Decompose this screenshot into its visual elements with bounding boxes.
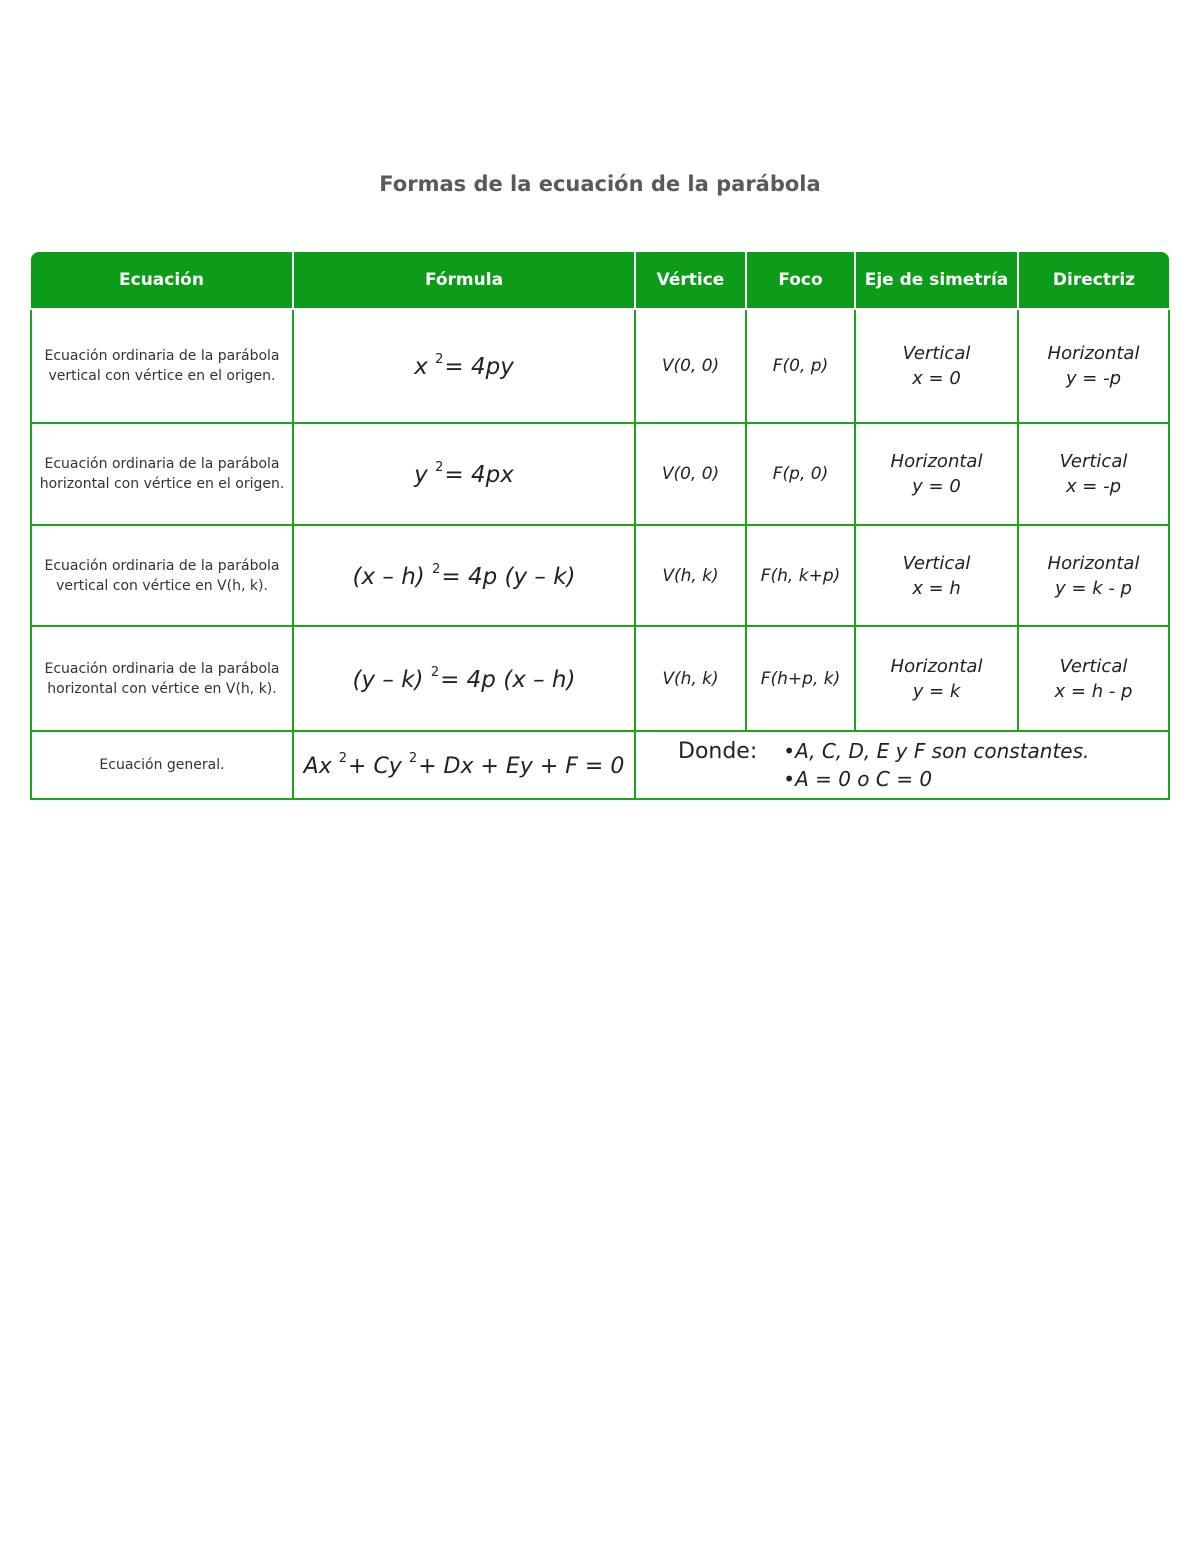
donde-label: Donde:	[678, 739, 758, 764]
row-foco: F(h+p, k)	[746, 626, 855, 731]
header-eje-simetria: Eje de simetría	[855, 252, 1018, 309]
row-formula	[293, 525, 635, 626]
eje-type: Horizontal	[890, 451, 983, 472]
row-formula	[293, 309, 635, 423]
notes-list	[783, 737, 1089, 793]
table-row	[31, 525, 1169, 626]
formula-exponent: 2	[338, 751, 348, 766]
row-eje	[855, 309, 1018, 423]
directriz-type: Horizontal	[1047, 552, 1140, 574]
row-directriz	[1018, 423, 1169, 525]
formula-rest: = 4p (x – h)	[440, 666, 576, 693]
formula-part-ax: Ax	[303, 754, 332, 779]
formula-part-cy: + Cy	[348, 754, 402, 779]
table-row	[31, 309, 1169, 423]
eje-equation: x = h	[912, 577, 961, 599]
row-description: Ecuación ordinaria de la parábola horizontal con vértice en V(h, k).	[31, 626, 293, 731]
row-eje	[855, 525, 1018, 626]
header-foco: Foco	[746, 252, 855, 309]
formula-base: x	[414, 354, 428, 380]
eje-equation: y = k	[912, 680, 961, 702]
row-directriz	[1018, 626, 1169, 731]
formula-exponent: 2	[435, 460, 444, 475]
row-foco: F(0, p)	[746, 309, 855, 423]
directriz-type: Horizontal	[1047, 343, 1140, 364]
general-description: Ecuación general.	[31, 731, 293, 799]
row-foco: F(p, 0)	[746, 423, 855, 525]
eje-type: Vertical	[902, 343, 971, 364]
header-vertice: Vértice	[635, 252, 746, 309]
note-constants: • A, C, D, E y F son constantes.	[783, 737, 1089, 765]
row-eje	[855, 626, 1018, 731]
general-formula	[293, 731, 635, 799]
eje-equation: x = 0	[912, 368, 961, 389]
formula-exponent: 2	[435, 352, 444, 367]
row-description: Ecuación ordinaria de la parábola vertical con vértice en V(h, k).	[31, 525, 293, 626]
formula-exponent: 2	[408, 751, 418, 766]
row-vertice: V(h, k)	[635, 626, 746, 731]
formula-base: y	[414, 462, 428, 488]
row-directriz	[1018, 309, 1169, 423]
header-directriz: Directriz	[1018, 252, 1169, 309]
row-eje	[855, 423, 1018, 525]
formula-rest: = 4py	[444, 354, 514, 380]
row-description: Ecuación ordinaria de la parábola horizontal con vértice en el origen.	[31, 423, 293, 525]
directriz-equation: y = k - p	[1055, 577, 1132, 599]
header-row	[31, 252, 1169, 309]
directriz-equation: y = -p	[1065, 368, 1122, 389]
row-formula	[293, 423, 635, 525]
header-formula: Fórmula	[293, 252, 635, 309]
row-formula	[293, 626, 635, 731]
eje-type: Horizontal	[890, 655, 983, 677]
formula-exponent: 2	[432, 561, 441, 577]
directriz-type: Vertical	[1059, 451, 1128, 472]
row-foco: F(h, k+p)	[746, 525, 855, 626]
general-row	[31, 731, 1169, 799]
row-description: Ecuación ordinaria de la parábola vertical con vértice en el origen.	[31, 309, 293, 423]
table-row	[31, 626, 1169, 731]
table-row	[31, 423, 1169, 525]
header-ecuacion: Ecuación	[31, 252, 293, 309]
formula-part-rest: + Dx + Ey + F = 0	[418, 754, 625, 779]
directriz-type: Vertical	[1059, 655, 1128, 677]
eje-equation: y = 0	[912, 476, 961, 497]
row-vertice: V(h, k)	[635, 525, 746, 626]
general-notes-cell	[635, 731, 1169, 799]
row-directriz	[1018, 525, 1169, 626]
directriz-equation: x = h - p	[1054, 680, 1133, 702]
eje-type: Vertical	[902, 552, 971, 574]
formula-base: (x – h)	[352, 563, 425, 590]
directriz-equation: x = -p	[1065, 476, 1122, 497]
formula-rest: = 4p (y – k)	[441, 563, 576, 590]
formula-exponent: 2	[430, 664, 440, 680]
formula-base: (y – k)	[352, 666, 424, 693]
formula-rest: = 4px	[444, 462, 514, 488]
parabola-forms-table	[30, 252, 1170, 800]
row-vertice: V(0, 0)	[635, 309, 746, 423]
row-vertice: V(0, 0)	[635, 423, 746, 525]
page-title: Formas de la ecuación de la parábola	[379, 172, 821, 196]
note-condition: • A = 0 o C = 0	[783, 765, 1089, 793]
